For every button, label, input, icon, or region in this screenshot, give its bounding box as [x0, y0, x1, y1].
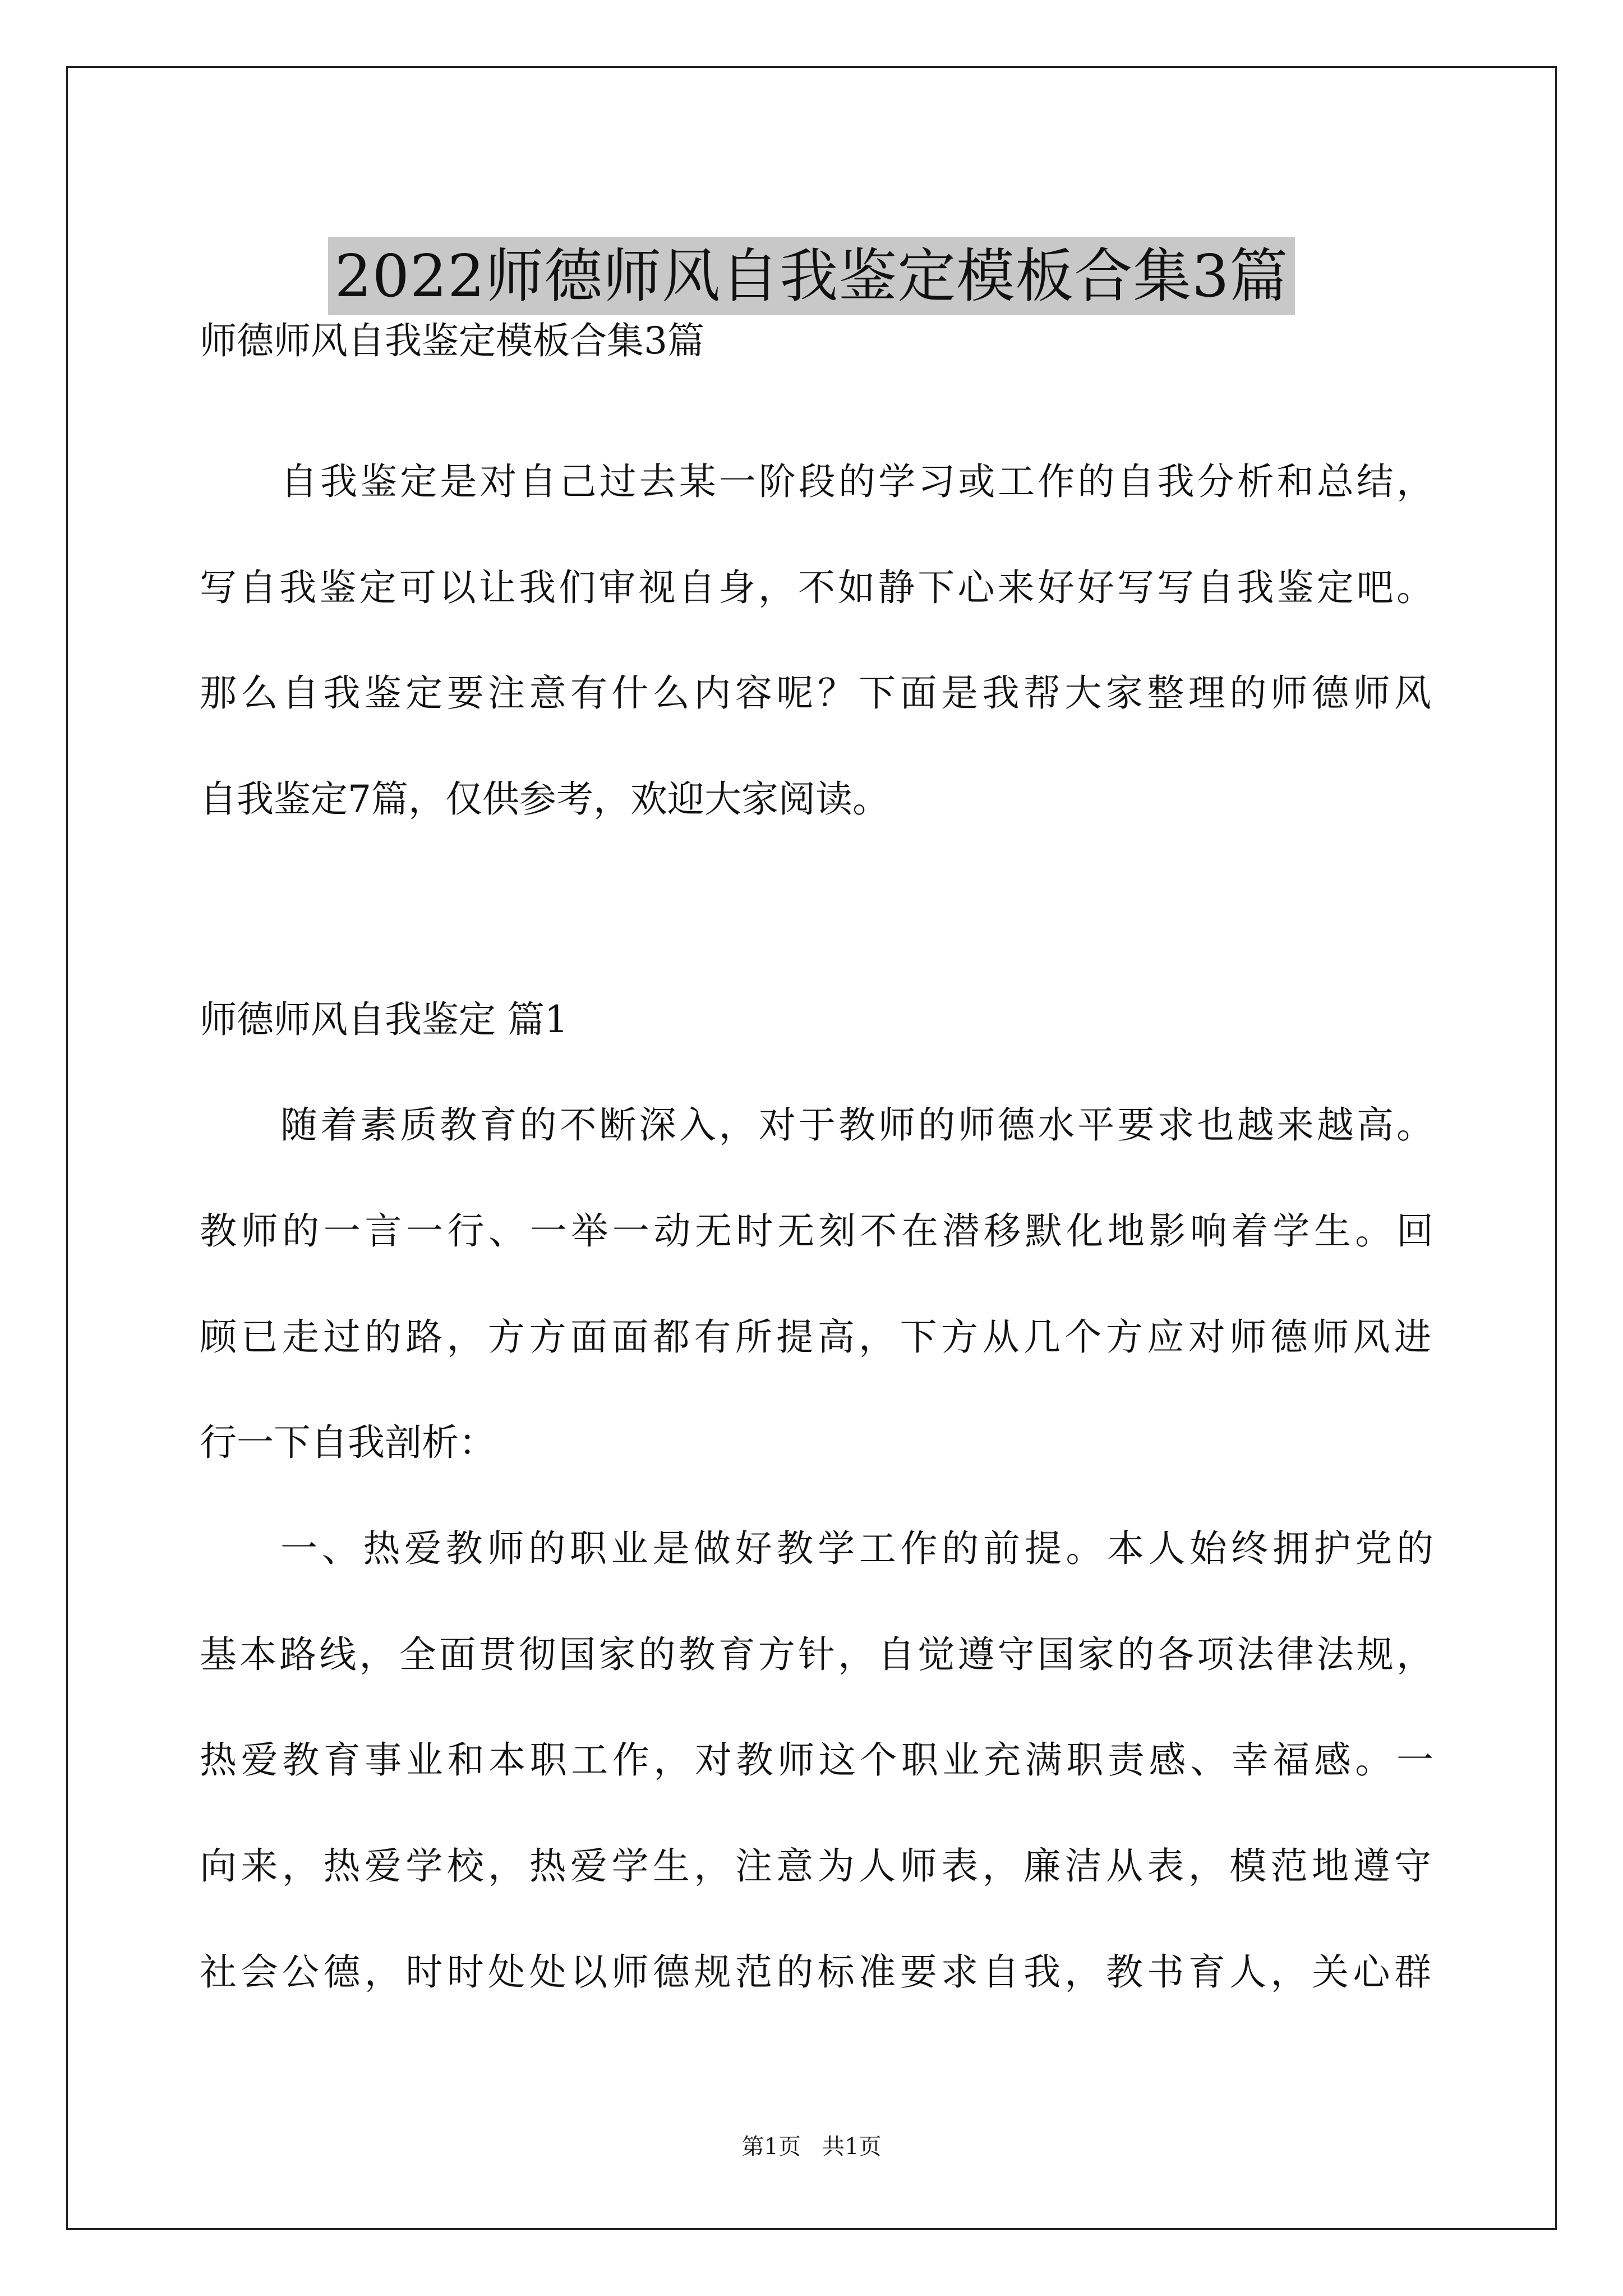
- para2-line-1: 一、热爱教师的职业是做好教学工作的前提。本人始终拥护党的: [280, 1527, 1433, 1570]
- intro-line-2: 写自我鉴定可以让我们审视自身，不如静下心来好好写写自我鉴定吧。: [200, 566, 1433, 609]
- para2-line-3: 热爱教育事业和本职工作，对教师这个职业充满职责感、幸福感。一: [200, 1738, 1433, 1782]
- para1-line-1: 随着素质教育的不断深入，对于教师的师德水平要求也越来越高。: [280, 1103, 1433, 1147]
- document-subtitle: 师德师风自我鉴定模板合集3篇: [200, 319, 704, 362]
- intro-line-3: 那么自我鉴定要注意有什么内容呢？下面是我帮大家整理的师德师风: [200, 671, 1431, 715]
- intro-line-1: 自我鉴定是对自己过去某一阶段的学习或工作的自我分析和总结，: [280, 460, 1433, 503]
- para2-line-5: 社会公德，时时处处以师德规范的标准要求自我，教书育人，关心群: [200, 1950, 1431, 1994]
- page-number: 第1页 共1页: [741, 2134, 882, 2160]
- para1-line-2: 教师的一言一行、一举一动无时无刻不在潜移默化地影响着学生。回: [200, 1209, 1433, 1253]
- section-heading: 师德师风自我鉴定 篇1: [200, 998, 568, 1041]
- para1-line-4: 行一下自我剖析：: [200, 1421, 496, 1464]
- para2-line-4: 向来，热爱学校，热爱学生，注意为人师表，廉洁从表，模范地遵守: [200, 1844, 1431, 1888]
- para2-line-2: 基本路线，全面贯彻国家的教育方针，自觉遵守国家的各项法律法规，: [200, 1633, 1433, 1676]
- intro-line-4: 自我鉴定7篇，仅供参考，欢迎大家阅读。: [200, 777, 889, 821]
- document-title: 2022师德师风自我鉴定模板合集3篇: [328, 237, 1295, 315]
- para1-line-3: 顾已走过的路，方方面面都有所提高，下方从几个方应对师德师风进: [200, 1315, 1431, 1359]
